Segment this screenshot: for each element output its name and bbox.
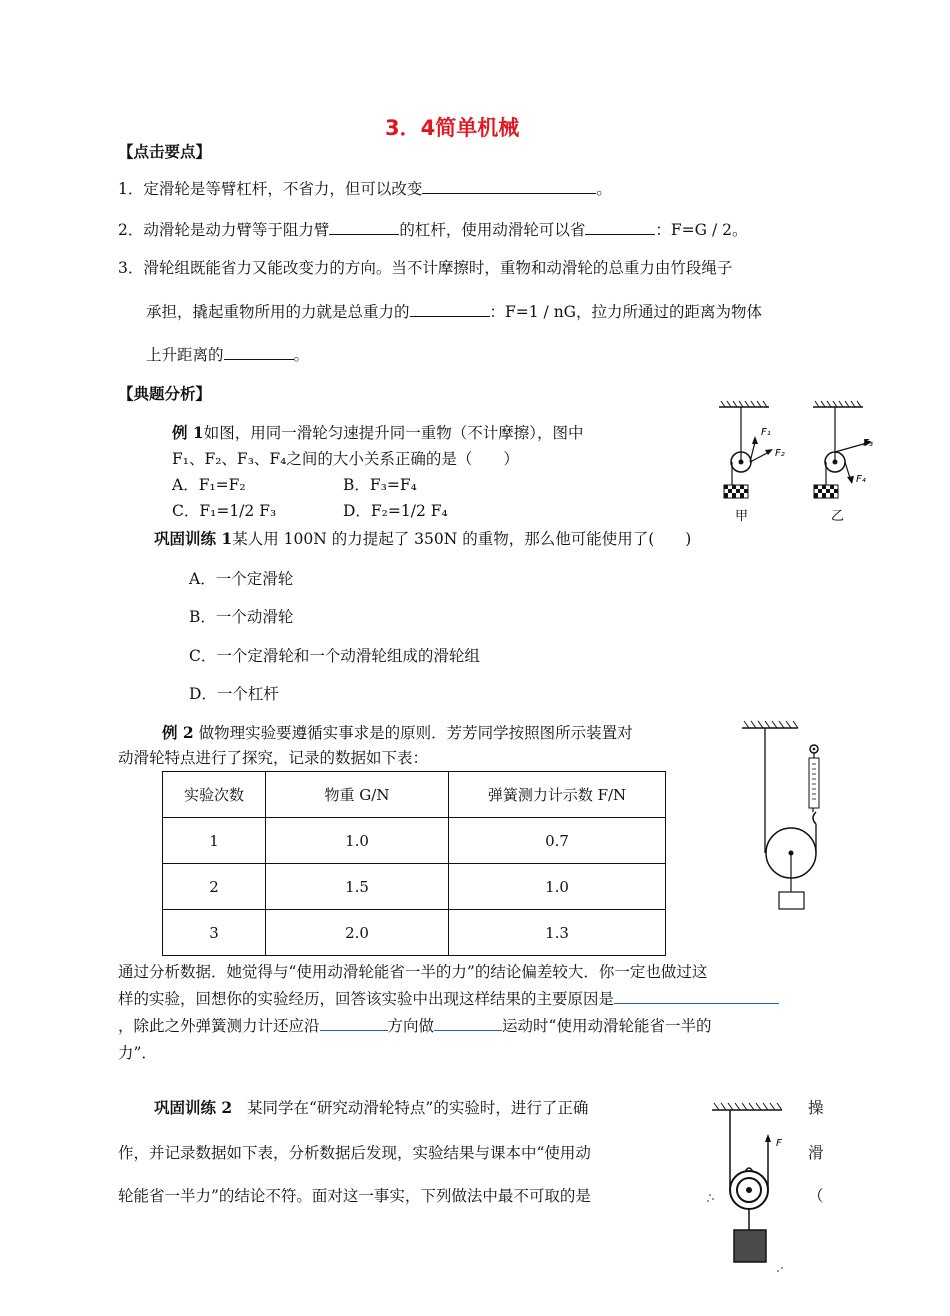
table-row [163, 910, 666, 956]
movable-pulley-spring-scale-figure [740, 718, 850, 918]
option-d[interactable]: D．一个杠杆 [189, 685, 279, 703]
example-label: 例 1 [172, 423, 204, 442]
paragraph-text: 运动时“使用动滑轮能省一半的 [502, 1017, 712, 1035]
option-b[interactable]: B．F₃=F₄ [343, 476, 417, 494]
pulley-figure-jia-yi [715, 400, 875, 530]
label-f2: F₂ [775, 448, 785, 459]
example-2-question [162, 721, 633, 743]
fixed-pulley-jia [719, 401, 773, 498]
table-cell: 1.0 [266, 818, 449, 864]
training-2-pulley-figure [700, 1100, 790, 1280]
example-1-question-line-2: F₁、F₂、F₃、F₄之间的大小关系正确的是（ ） [172, 450, 519, 468]
point-text: ：F=1 / nG，拉力所通过的距离为物体 [489, 303, 763, 321]
point-number: 2． [118, 221, 144, 239]
option-a[interactable]: A．一个定滑轮 [189, 570, 294, 588]
point-3-line-2 [146, 300, 762, 322]
table-cell: 1 [163, 818, 266, 864]
table-cell: 2.0 [266, 910, 449, 956]
answer-blank[interactable] [329, 220, 399, 235]
training-2-line-3: 轮能省一半力”的结论不符。面对这一事实，下列做法中最不可取的是 [118, 1187, 591, 1205]
header-trial-number: 实验次数 [163, 772, 266, 818]
point-number: 3． [118, 259, 144, 277]
label-jia: 甲 [735, 509, 749, 524]
option-b[interactable]: B．一个动滑轮 [189, 608, 294, 626]
label-f: F [776, 1138, 782, 1149]
training-2-line-1-end: 操 [808, 1099, 824, 1117]
table-cell: 3 [163, 910, 266, 956]
point-number: 1． [118, 180, 144, 198]
label-f1: F₁ [761, 427, 771, 438]
table-row [163, 818, 666, 864]
example-label: 例 2 [162, 723, 194, 742]
paragraph-text: 方向做 [387, 1017, 435, 1035]
option-d[interactable]: D．F₂=1/2 F₄ [343, 502, 448, 520]
example-2-question-line-2: 动滑轮特点进行了探究，记录的数据如下表： [118, 749, 429, 767]
answer-blank[interactable] [224, 345, 294, 360]
point-text: 上升距离的 [146, 346, 224, 364]
point-text: 动滑轮是动力臂等于阻力臂 [143, 221, 330, 239]
training-label: 巩固训练 1 [154, 529, 233, 548]
point-text: 滑轮组既能省力又能改变力的方向。当不计摩擦时，重物和动滑轮的总重力由竹段绳子 [143, 259, 733, 277]
point-2 [118, 218, 747, 240]
example-2-paragraph-line-1: 通过分析数据．她觉得与“使用动滑轮能省一半的力”的结论偏差较大．你一定也做过这 [118, 963, 708, 981]
table-cell: 1.0 [449, 864, 666, 910]
example-2-paragraph-line-4: 力”． [118, 1044, 157, 1062]
point-text: 。 [293, 346, 310, 364]
paragraph-text: 样的实验，回想你的实验经历，回答该实验中出现这样结果的主要原因是 [118, 990, 615, 1008]
answer-blank[interactable] [422, 179, 596, 194]
label-f3: F₃ [863, 438, 873, 449]
label-f4: F₄ [856, 474, 866, 485]
point-text: 承担，撬起重物所用的力就是总重力的 [146, 303, 410, 321]
question-text: 如图，用同一滑轮匀速提升同一重物（不计摩擦），图中 [203, 424, 584, 442]
table-cell: 2 [163, 864, 266, 910]
training-1-question [154, 527, 691, 549]
page-title: 3．4简单机械 [385, 116, 520, 140]
option-a[interactable]: A．F₁=F₂ [172, 476, 246, 494]
example-2-paragraph-line-3 [118, 1014, 711, 1036]
question-text: 某人用 100N 的力提起了 350N 的重物，那么他可能使用了( ) [232, 530, 692, 548]
answer-blank[interactable] [320, 1016, 388, 1031]
point-text: ：F=G / 2。 [655, 221, 748, 239]
example-2-paragraph-line-2 [118, 987, 779, 1009]
training-2-line-2-end: 滑 [808, 1144, 824, 1162]
option-c[interactable]: C．一个定滑轮和一个动滑轮组成的滑轮组 [189, 647, 480, 665]
table-cell: 0.7 [449, 818, 666, 864]
training-label: 巩固训练 2 [154, 1098, 233, 1117]
option-c[interactable]: C．F₁=1/2 F₃ [172, 502, 277, 520]
section-heading-key-points: 【点击要点】 [118, 142, 212, 161]
point-1 [118, 177, 612, 199]
question-text: 某同学在“研究动滑轮特点”的实验时，进行了正确 [246, 1099, 589, 1117]
section-heading-typical-problems: 【典题分析】 [118, 384, 212, 403]
header-weight: 物重 G/N [266, 772, 449, 818]
table-cell: 1.5 [266, 864, 449, 910]
label-yi: 乙 [831, 509, 845, 524]
point-text: 。 [596, 180, 612, 198]
table-cell: 1.3 [449, 910, 666, 956]
question-text: 做物理实验要遵循实事求是的原则．芳芳同学按照图所示装置对 [198, 724, 633, 742]
training-2-line-3-end: （ [808, 1187, 824, 1205]
header-spring-scale: 弹簧测力计示数 F/N [449, 772, 666, 818]
answer-blank[interactable] [410, 302, 490, 317]
training-2-line-2: 作，并记录数据如下表，分析数据后发现，实验结果与课本中“使用动 [118, 1144, 591, 1162]
paragraph-text: ，除此之外弹簧测力计还应沿 [118, 1017, 320, 1035]
point-text: 的杠杆，使用动滑轮可以省 [399, 221, 586, 239]
answer-blank[interactable] [434, 1016, 502, 1031]
point-3 [118, 256, 732, 278]
answer-blank[interactable] [585, 220, 655, 235]
training-2-line-1 [154, 1096, 588, 1118]
table-header-row [163, 772, 666, 818]
point-text: 定滑轮是等臂杠杆，不省力，但可以改变 [143, 180, 423, 198]
example-1-question [172, 421, 583, 443]
answer-blank[interactable] [614, 989, 779, 1004]
table-row [163, 864, 666, 910]
experiment-data-table [162, 771, 666, 956]
point-3-line-3 [146, 343, 309, 365]
